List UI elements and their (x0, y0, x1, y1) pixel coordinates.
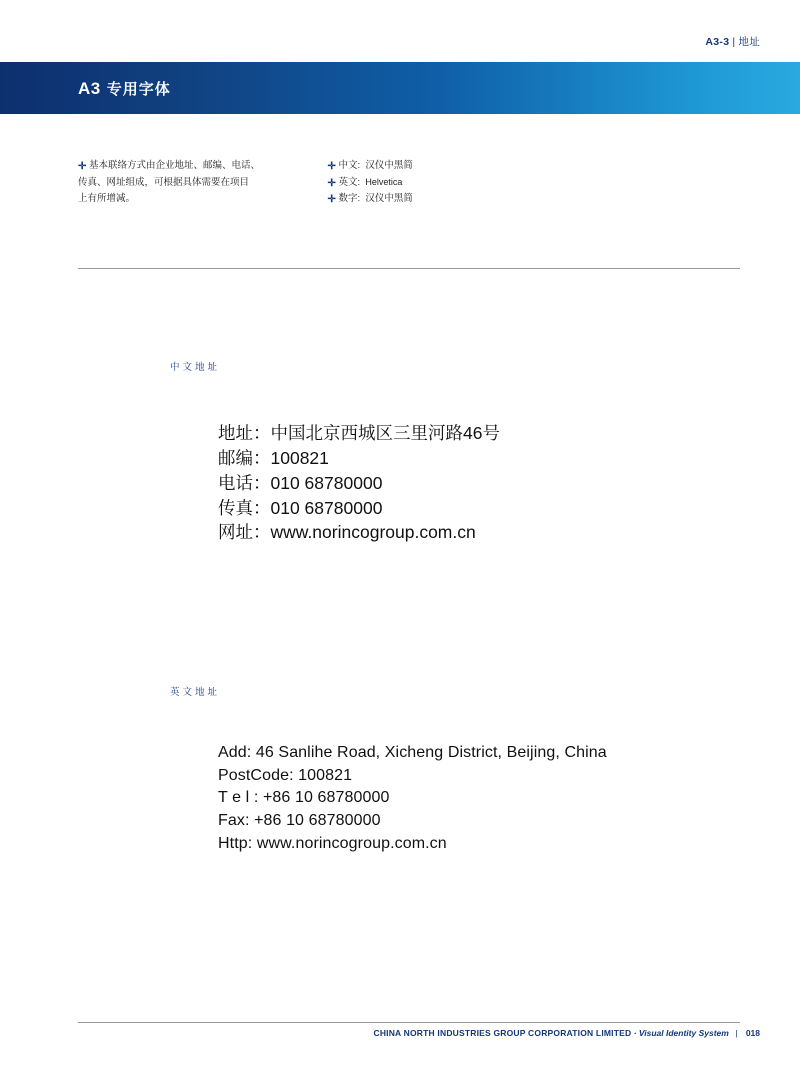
address-value: +86 10 68780000 (254, 812, 381, 830)
address-key: 网址 (218, 522, 253, 543)
address-value: www.norincogroup.com.cn (270, 522, 476, 543)
divider-top (78, 268, 740, 269)
note-value: Helvetica (365, 176, 403, 187)
address-colon: ： (253, 423, 271, 443)
note-line (327, 175, 627, 192)
address-value: 010 68780000 (270, 472, 383, 493)
page-tag-separator: | (732, 36, 736, 48)
address-row (218, 496, 500, 521)
notes-column-left (78, 158, 298, 208)
address-colon: ： (253, 522, 271, 543)
chinese-address-block (218, 421, 500, 545)
address-key: 地址 (218, 423, 253, 443)
address-row (218, 471, 500, 496)
address-key: PostCode: (218, 766, 294, 784)
note-label: 数字: (338, 193, 361, 205)
address-row (218, 810, 607, 833)
address-value: +86 10 68780000 (262, 789, 390, 807)
note-label: 英文: (338, 176, 361, 188)
address-key: 电话 (218, 472, 253, 493)
note-label: 中文: (338, 160, 361, 171)
address-value: 100821 (270, 447, 329, 468)
page-footer (373, 1028, 760, 1038)
plus-icon: ✛ (78, 161, 87, 172)
plus-icon: ✛ (327, 194, 336, 206)
footer-dot: · (633, 1028, 637, 1038)
address-key: Add: (218, 744, 252, 761)
note-value: 汉仪中黑简 (365, 193, 413, 205)
address-key: Http: (218, 834, 253, 852)
address-key: 邮编 (218, 447, 253, 468)
plus-icon: ✛ (327, 161, 336, 172)
banner-subtitle: 专用字体 (106, 81, 171, 98)
plus-icon: ✛ (327, 177, 336, 189)
address-colon: ： (253, 497, 271, 518)
note-line (78, 158, 298, 175)
divider-bottom (78, 1022, 740, 1023)
address-key: T e l : (218, 789, 259, 807)
address-row (218, 765, 607, 788)
note-value: 汉仪中黑简 (365, 160, 413, 171)
footer-system: Visual Identity System (638, 1028, 729, 1038)
note-line (78, 191, 298, 208)
footer-separator: | (735, 1028, 738, 1038)
page-tag (705, 34, 760, 49)
banner-title (78, 78, 171, 99)
address-value: www.norincogroup.com.cn (256, 834, 447, 852)
note-line (327, 158, 627, 175)
section-label-chinese-address: 中文地址 (170, 362, 221, 373)
address-value: 100821 (298, 766, 353, 784)
banner-code: A3 (78, 79, 101, 98)
page-number: 018 (745, 1028, 760, 1038)
address-row (218, 833, 607, 856)
english-address-block (218, 742, 607, 856)
address-colon: ： (253, 447, 271, 468)
note-text: 上有所增减。 (78, 193, 136, 205)
address-value: 46 Sanlihe Road, Xicheng District, Beijing, China (255, 744, 607, 761)
address-key: 传真 (218, 497, 253, 518)
address-row (218, 787, 607, 810)
note-line (327, 191, 627, 208)
address-value: 中国北京西城区三里河路46号 (270, 423, 500, 443)
note-text: 基本联络方式由企业地址、邮编、电话、 (89, 160, 261, 171)
note-line (78, 175, 298, 192)
address-row (218, 421, 500, 446)
address-row (218, 742, 607, 765)
address-value: 010 68780000 (270, 497, 383, 518)
section-banner (0, 62, 800, 114)
footer-company: CHINA NORTH INDUSTRIES GROUP CORPORATION LIMITED (373, 1028, 632, 1038)
page-tag-label: 地址 (738, 36, 760, 48)
notes-column-right (327, 158, 627, 208)
note-text: 传真、网址组成，可根据具体需要在项目 (78, 176, 250, 188)
page-tag-code: A3-3 (705, 36, 730, 48)
section-label-english-address: 英文地址 (170, 687, 221, 698)
address-row (218, 446, 500, 471)
address-row (218, 520, 500, 545)
address-key: Fax: (218, 812, 250, 830)
intro-notes (78, 158, 718, 208)
address-colon: ： (253, 472, 271, 493)
